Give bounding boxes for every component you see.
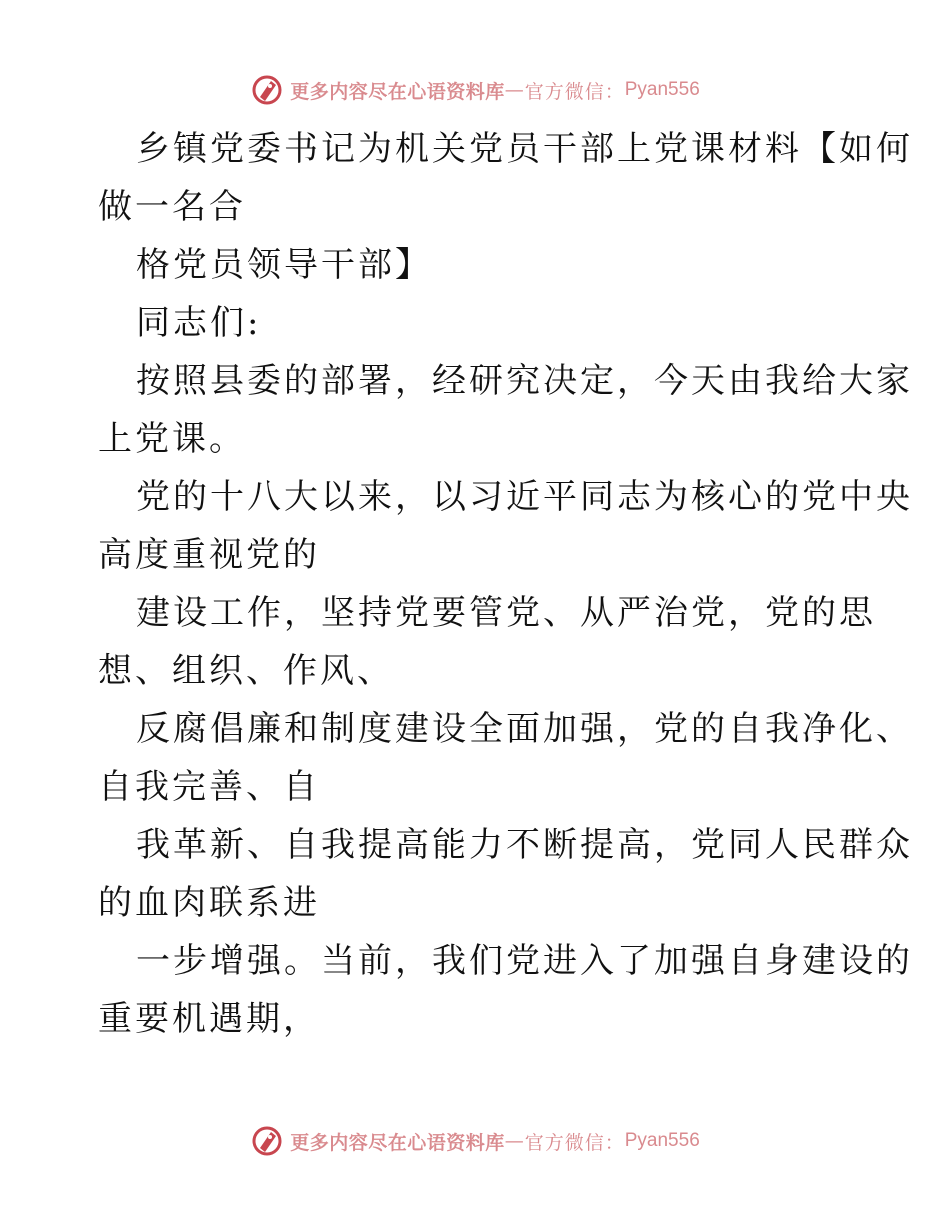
paragraph-line: 建设工作，坚持党要管党、从严治党，党的思 [136,593,876,633]
watermark-official-label: 官方微信： [524,1131,625,1154]
paragraph-line: 党的十八大以来，以习近平同志为核心的党中央 [136,477,913,517]
document-title-line: 格党员领导干部】 [136,245,432,285]
paragraph-line: 想、组织、作风、 [98,651,394,691]
paragraph-line: 我革新、自我提高能力不断提高，党同人民群众 [136,825,913,865]
paragraph-line: 高度重视党的 [98,535,320,575]
paragraph-line: 上党课。 [98,419,246,459]
watermark-wechat-id: Pyan556 [624,79,700,100]
header-watermark [0,70,950,110]
document-title-line: 乡镇党委书记为机关党员干部上党课材料【如何 [136,129,913,169]
paragraph-line: 的血肉联系进 [98,883,320,923]
salutation: 同志们: [136,303,262,343]
document-title-line: 做一名合 [98,187,246,227]
watermark-separator: — [504,1130,525,1152]
watermark-site-name: 更多内容尽在心语资料库 [290,1131,505,1154]
watermark-separator: — [504,79,525,101]
pen-nib-logo-icon [250,73,284,107]
document-body [98,120,913,1048]
paragraph-line: 按照县委的部署，经研究决定，今天由我给大家 [136,361,913,401]
pen-nib-logo-icon [250,1124,284,1158]
watermark-wechat-id: Pyan556 [624,1130,700,1151]
watermark-site-name: 更多内容尽在心语资料库 [290,80,505,103]
paragraph-line: 重要机遇期， [98,999,320,1039]
footer-watermark [0,1121,950,1161]
paragraph-line: 反腐倡廉和制度建设全面加强，党的自我净化、 [136,709,913,749]
watermark-official-label: 官方微信： [524,80,625,103]
paragraph-line: 自我完善、自 [98,767,320,807]
paragraph-line: 一步增强。当前，我们党进入了加强自身建设的 [136,941,913,981]
